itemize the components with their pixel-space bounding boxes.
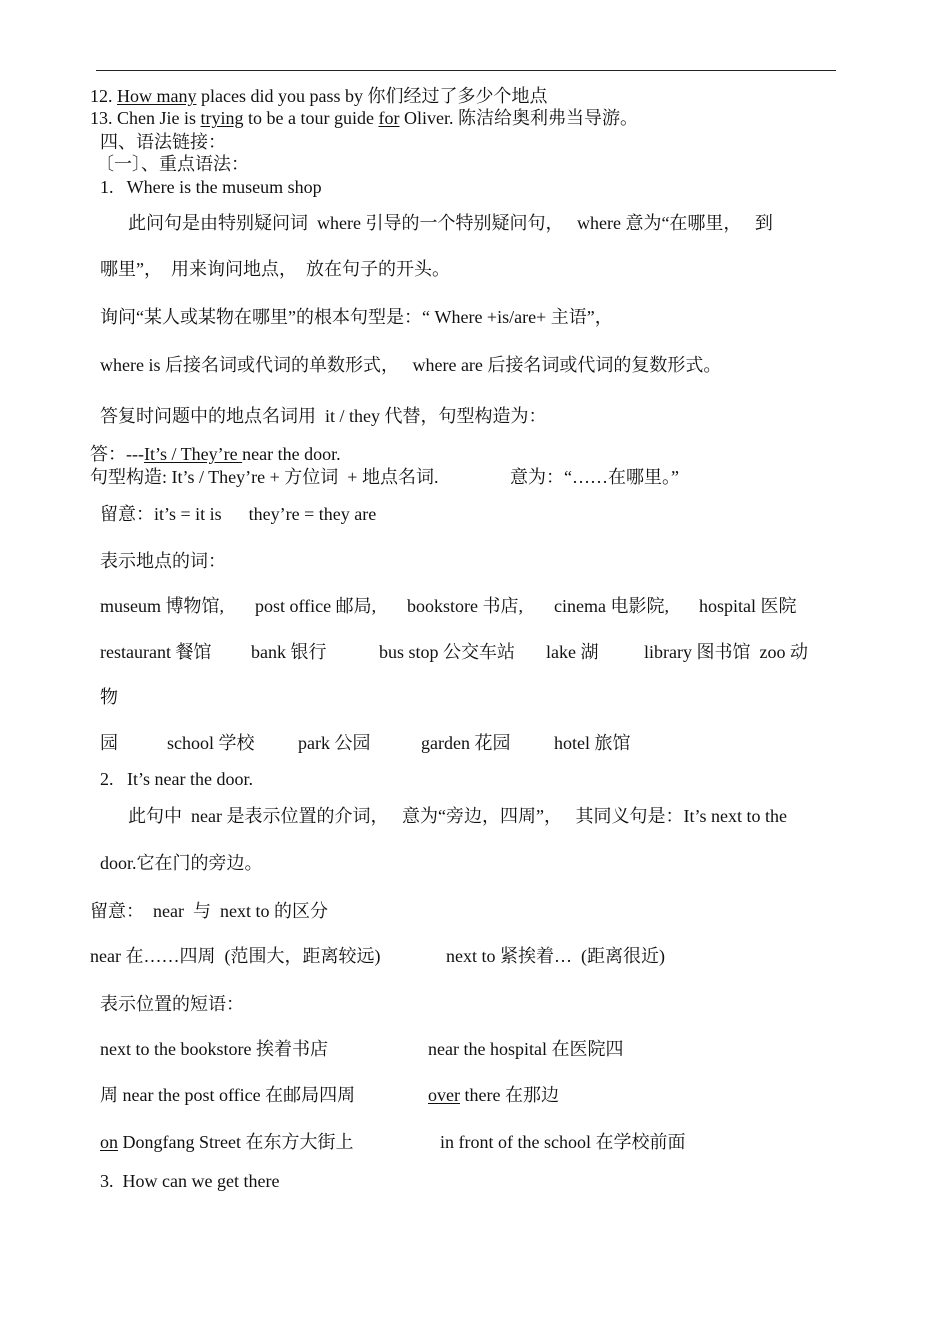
words-title: 表示地点的词： bbox=[100, 551, 226, 571]
place-word: garden 花园 bbox=[421, 733, 511, 753]
place-word: museum 博物馆, bbox=[100, 596, 224, 616]
paragraph: 询问“某人或某物在哪里”的根本句型是：“ Where +is/are+ 主语”， bbox=[100, 307, 613, 327]
place-word: lake 湖 bbox=[546, 642, 599, 662]
paragraph: 此句中 near 是表示位置的介词， 意为“旁边，四周”， 其同义句是：It’s next to the bbox=[128, 806, 787, 826]
place-word: hospital 医院 bbox=[699, 596, 797, 616]
position-phrase: in front of the school 在学校前面 bbox=[440, 1132, 686, 1152]
paragraph: 哪里”， 用来询问地点， 放在句子的开头。 bbox=[100, 259, 450, 279]
place-word: library 图书馆 zoo 动 bbox=[644, 642, 808, 662]
position-phrase: near the hospital 在医院四 bbox=[428, 1039, 624, 1059]
phrases-title: 表示位置的短语： bbox=[100, 994, 244, 1014]
position-phrase: next to the bookstore 挨着书店 bbox=[100, 1039, 328, 1059]
place-word: cinema 电影院, bbox=[554, 596, 669, 616]
note-line: 留意：it’s = it is they’re = they are bbox=[100, 504, 377, 524]
compare-next-to: next to 紧挨着… (距离很近) bbox=[446, 946, 665, 966]
position-phrase: on Dongfang Street 在东方大街上 bbox=[100, 1132, 354, 1152]
paragraph: 此问句是由特别疑问词 where 引导的一个特别疑问句， where 意为“在哪里， 到 bbox=[128, 213, 773, 233]
place-word: bookstore 书店, bbox=[407, 596, 523, 616]
position-phrase: 周 near the post office 在邮局四周 bbox=[100, 1085, 356, 1105]
note-line: 留意： near 与 next to 的区分 bbox=[90, 901, 328, 921]
structure-meaning: 意为：“……在哪里。” bbox=[510, 467, 679, 487]
section-heading-4: 四、语法链接： bbox=[100, 132, 226, 152]
grammar-point-1-title: 1. Where is the museum shop bbox=[100, 177, 322, 197]
place-word: restaurant 餐馆 bbox=[100, 642, 212, 662]
paragraph: where is 后接名词或代词的单数形式， where are 后接名词或代词的复数形式。 bbox=[100, 355, 722, 375]
header-rule bbox=[96, 70, 836, 71]
paragraph: 答复时问题中的地点名词用 it / they 代替，句型构造为： bbox=[100, 406, 547, 426]
position-phrase: over there 在那边 bbox=[428, 1085, 559, 1105]
place-word: post office 邮局, bbox=[255, 596, 377, 616]
grammar-point-3-title: 3. How can we get there bbox=[100, 1171, 280, 1191]
place-word: hotel 旅馆 bbox=[554, 733, 631, 753]
place-word: park 公园 bbox=[298, 733, 371, 753]
place-word: bank 银行 bbox=[251, 642, 327, 662]
item-13: 13. Chen Jie is trying to be a tour guide for Oliver. 陈洁给奥利弗当导游。 bbox=[90, 108, 638, 128]
place-word: bus stop 公交车站 bbox=[379, 642, 516, 662]
paragraph: door.它在门的旁边。 bbox=[100, 853, 263, 873]
grammar-point-2-title: 2. It’s near the door. bbox=[100, 769, 253, 789]
answer-line: 答：---It’s / They’re near the door. bbox=[90, 444, 341, 464]
compare-near: near 在……四周 (范围大，距离较远) bbox=[90, 946, 381, 966]
item-12: 12. How many places did you pass by 你们经过了多少个地点 bbox=[90, 86, 548, 106]
place-word: school 学校 bbox=[167, 733, 255, 753]
place-word: 物 bbox=[100, 687, 118, 707]
structure-line: 句型构造: It’s / They’re + 方位词 + 地点名词. bbox=[90, 467, 439, 487]
subsection-heading: 〔一〕、重点语法： bbox=[96, 154, 249, 174]
place-word: 园 bbox=[100, 733, 118, 753]
